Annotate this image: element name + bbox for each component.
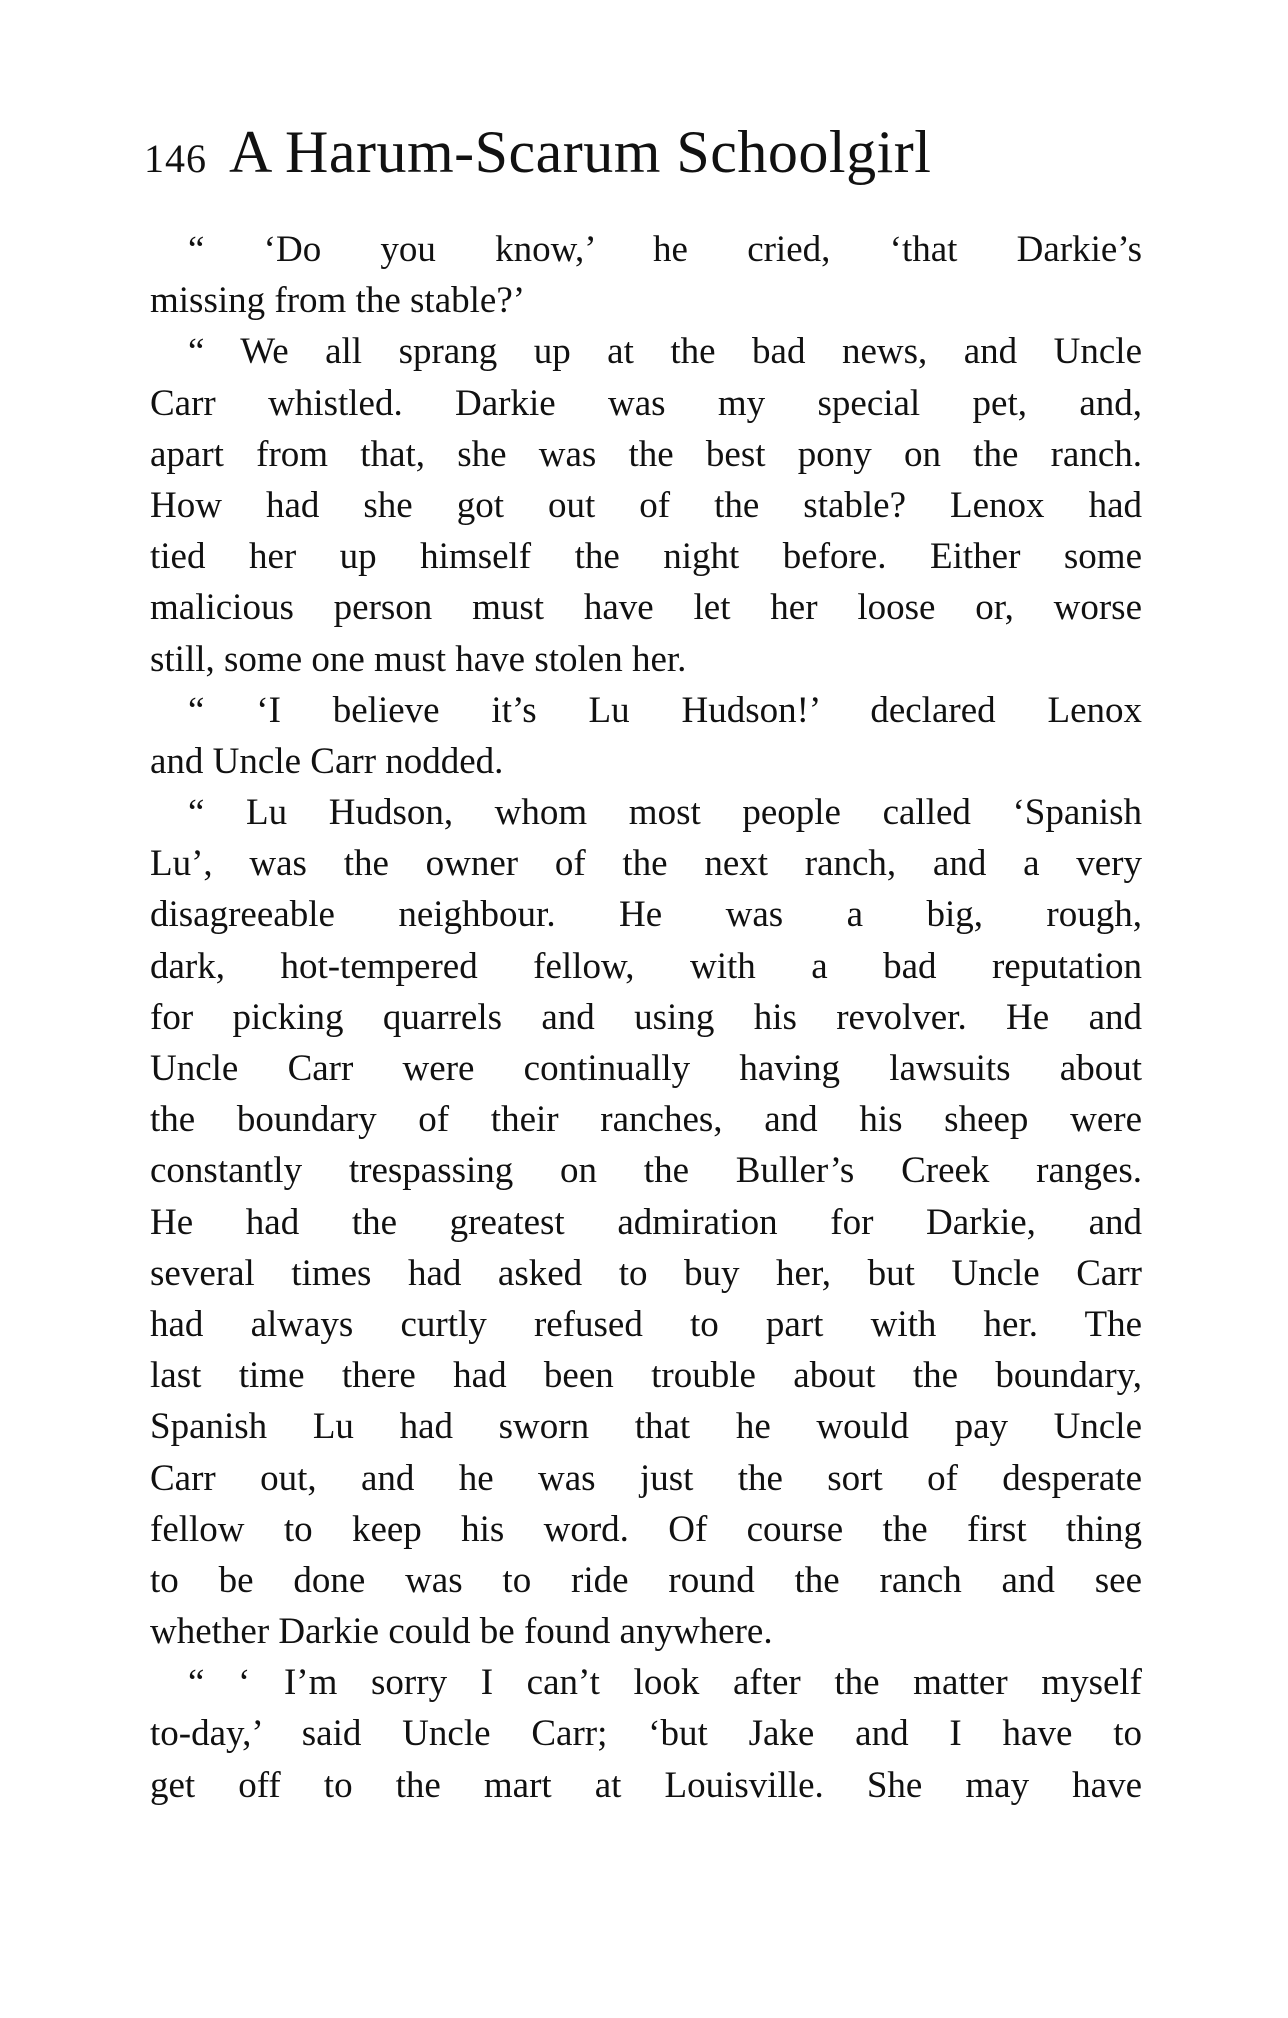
text-line: several times had asked to buy her, but Uncle Carr: [150, 1252, 1142, 1294]
text-line: apart from that, she was the best pony on the ranch.: [150, 433, 1142, 475]
text-line: “ We all sprang up at the bad news, and Uncle: [188, 331, 1142, 373]
text-line: Spanish Lu had sworn that he would pay Uncle: [150, 1406, 1142, 1448]
text-line: “ ‘ I’m sorry I can’t look after the matter myself: [188, 1662, 1142, 1704]
text-line: for picking quarrels and using his revolver. He and: [150, 996, 1142, 1038]
text-line: missing from the stable?’: [150, 280, 526, 322]
text-line: whether Darkie could be found anywhere.: [150, 1611, 773, 1653]
text-line: Lu’, was the owner of the next ranch, and a very: [150, 843, 1142, 885]
text-line: dark, hot-tempered fellow, with a bad reputation: [150, 945, 1142, 987]
text-line: How had she got out of the stable? Lenox had: [150, 484, 1142, 526]
running-head: [144, 118, 1144, 198]
text-line: Carr whistled. Darkie was my special pet, and,: [150, 382, 1142, 424]
running-title: A Harum-Scarum Schoolgirl: [229, 119, 932, 185]
text-line: and Uncle Carr nodded.: [150, 740, 504, 782]
text-line: Uncle Carr were continually having lawsuits about: [150, 1048, 1142, 1089]
text-line: tied her up himself the night before. Either some: [150, 536, 1142, 578]
text-line: last time there had been trouble about the boundary,: [150, 1355, 1142, 1397]
text-line: fellow to keep his word. Of course the first thing: [150, 1508, 1142, 1550]
text-line: still, some one must have stolen her.: [150, 638, 687, 680]
text-line: “ ‘Do you know,’ he cried, ‘that Darkie’s: [188, 229, 1142, 270]
text-line: Carr out, and he was just the sort of desperate: [150, 1457, 1142, 1499]
text-line: “ Lu Hudson, whom most people called ‘Spanish: [188, 792, 1142, 834]
text-line: “ ‘I believe it’s Lu Hudson!’ declared Lenox: [188, 689, 1142, 731]
body-text: [150, 224, 1142, 1811]
text-line: to-day,’ said Uncle Carr; ‘but Jake and I have to: [150, 1713, 1142, 1755]
text-line: malicious person must have let her loose or, worse: [150, 587, 1142, 629]
text-line: to be done was to ride round the ranch and see: [150, 1559, 1142, 1601]
text-line: disagreeable neighbour. He was a big, rough,: [150, 894, 1142, 936]
text-line: get off to the mart at Louisville. She may have: [150, 1764, 1142, 1806]
text-line: He had the greatest admiration for Darkie, and: [150, 1201, 1142, 1243]
text-line: the boundary of their ranches, and his sheep were: [150, 1099, 1142, 1141]
page-number: 146: [144, 136, 207, 181]
text-line: had always curtly refused to part with her. The: [150, 1303, 1142, 1345]
text-line: constantly trespassing on the Buller’s Creek ranges.: [150, 1150, 1142, 1192]
